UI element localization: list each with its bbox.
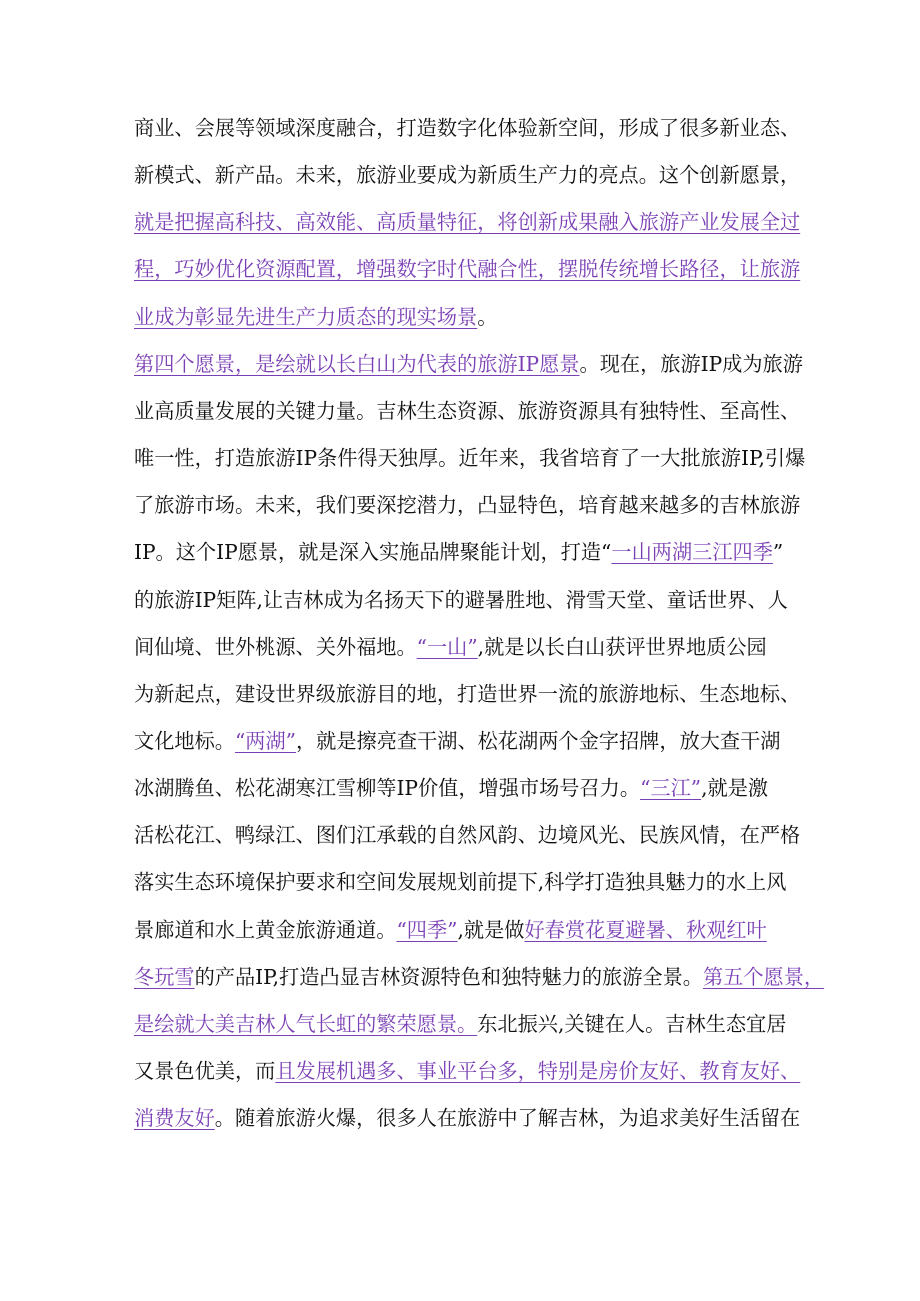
highlighted-text: 冬玩雪 bbox=[134, 964, 195, 989]
text-segment: 为新起点，建设世界级旅游目的地，打造世界一流的旅游地标、生态地标、 bbox=[134, 681, 801, 706]
text-segment: 又景色优美，而 bbox=[134, 1059, 276, 1083]
highlighted-text: “四季” bbox=[396, 917, 458, 942]
text-segment: 。现在，旅游IP成为旅游 bbox=[579, 351, 803, 376]
text-line bbox=[134, 815, 800, 855]
text-segment: IP。这个IP愿景，就是深入实施品牌聚能计划，打造“ bbox=[134, 540, 612, 565]
text-line bbox=[134, 344, 803, 384]
text-segment: 了旅游市场。未来，我们要深挖潜力，凸显特色，培育越来越多的吉林旅游 bbox=[134, 493, 801, 518]
highlighted-text: “一山” bbox=[416, 634, 478, 659]
text-segment: 商业、会展等领域深度融合，打造数字化体验新空间，形成了很多新业态、 bbox=[134, 116, 801, 140]
highlighted-text: 程，巧妙优化资源配置，增强数字时代融合性，摆脱传统增长路径，让旅游 bbox=[134, 257, 801, 282]
text-line bbox=[134, 580, 788, 620]
highlighted-text: 是绘就大美吉林人气长虹的繁荣愿景。 bbox=[134, 1011, 478, 1036]
text-segment: 的产品IP,打造凸显吉林资源特色和独特魅力的旅游全景。 bbox=[194, 964, 703, 989]
highlighted-text: 业成为彰显先进生产力质态的现实场景 bbox=[134, 304, 478, 329]
text-line bbox=[134, 108, 800, 148]
text-line bbox=[134, 768, 768, 808]
highlighted-text: 且发展机遇多、事业平台多，特别是房价友好、教育友好、 bbox=[275, 1059, 801, 1083]
text-line bbox=[134, 1098, 800, 1138]
text-line bbox=[134, 532, 783, 572]
text-line bbox=[134, 391, 800, 431]
text-line bbox=[134, 721, 781, 761]
text-segment: 唯一性，打造旅游IP条件得天独厚。近年来，我省培育了一大批旅游IP,引爆 bbox=[134, 446, 806, 471]
text-line bbox=[134, 1051, 800, 1091]
text-line bbox=[134, 957, 824, 997]
highlighted-text: 第五个愿景， bbox=[702, 964, 825, 989]
text-segment: ，就是擦亮查干湖、松花湖两个金字招牌，放大查干湖 bbox=[295, 728, 781, 753]
text-segment: ” bbox=[772, 540, 784, 565]
text-line bbox=[134, 155, 800, 195]
text-line bbox=[134, 485, 800, 525]
highlighted-text: “两湖” bbox=[234, 728, 296, 753]
highlighted-text: 好春赏花夏避暑、秋观红叶 bbox=[524, 917, 767, 942]
text-line bbox=[134, 910, 767, 950]
text-segment: ,就是激 bbox=[701, 776, 769, 801]
highlighted-text: 消费友好 bbox=[134, 1106, 215, 1131]
text-line bbox=[134, 1004, 786, 1044]
text-line bbox=[134, 297, 497, 337]
text-segment: 东北振兴,关键在人。吉林生态宜居 bbox=[477, 1011, 787, 1036]
text-segment: 活松花江、鸭绿江、图们江承载的自然风韵、边境风光、民族风情，在严格 bbox=[134, 823, 801, 848]
highlighted-text: “三江” bbox=[640, 776, 702, 801]
text-segment: ,就是做 bbox=[457, 917, 525, 942]
highlighted-text: 一山两湖三江四季 bbox=[611, 540, 773, 565]
text-segment: 业高质量发展的关键力量。吉林生态资源、旅游资源具有独特性、至高性、 bbox=[134, 398, 801, 423]
text-line bbox=[134, 438, 805, 478]
highlighted-text: 就是把握高科技、高效能、高质量特征，将创新成果融入旅游产业发展全过 bbox=[134, 210, 801, 235]
text-segment: 落实生态环境保护要求和空间发展规划前提下,科学打造独具魅力的水上风 bbox=[134, 870, 787, 895]
text-line bbox=[134, 202, 800, 242]
text-segment: 冰湖腾鱼、松花湖寒江雪柳等IP价值，增强市场号召力。 bbox=[134, 776, 641, 801]
text-line bbox=[134, 674, 800, 714]
text-segment: 。 bbox=[477, 304, 498, 329]
text-line bbox=[134, 862, 786, 902]
text-segment: 间仙境、世外桃源、关外福地。 bbox=[134, 634, 417, 659]
text-segment: 景廊道和水上黄金旅游通道。 bbox=[134, 917, 397, 942]
text-line bbox=[134, 627, 767, 667]
highlighted-text: 第四个愿景，是绘就以长白山为代表的旅游IP愿景 bbox=[134, 351, 580, 376]
text-segment: 的旅游IP矩阵,让吉林成为名扬天下的避暑胜地、滑雪天堂、童话世界、人 bbox=[134, 587, 788, 612]
text-segment: 。随着旅游火爆，很多人在旅游中了解吉林，为追求美好生活留在 bbox=[214, 1106, 801, 1131]
text-segment: 新模式、新产品。未来，旅游业要成为新质生产力的亮点。这个创新愿景， bbox=[134, 163, 801, 188]
text-line bbox=[134, 249, 800, 289]
text-segment: ,就是以长白山获评世界地质公园 bbox=[477, 634, 767, 659]
text-segment: 文化地标。 bbox=[134, 728, 235, 753]
